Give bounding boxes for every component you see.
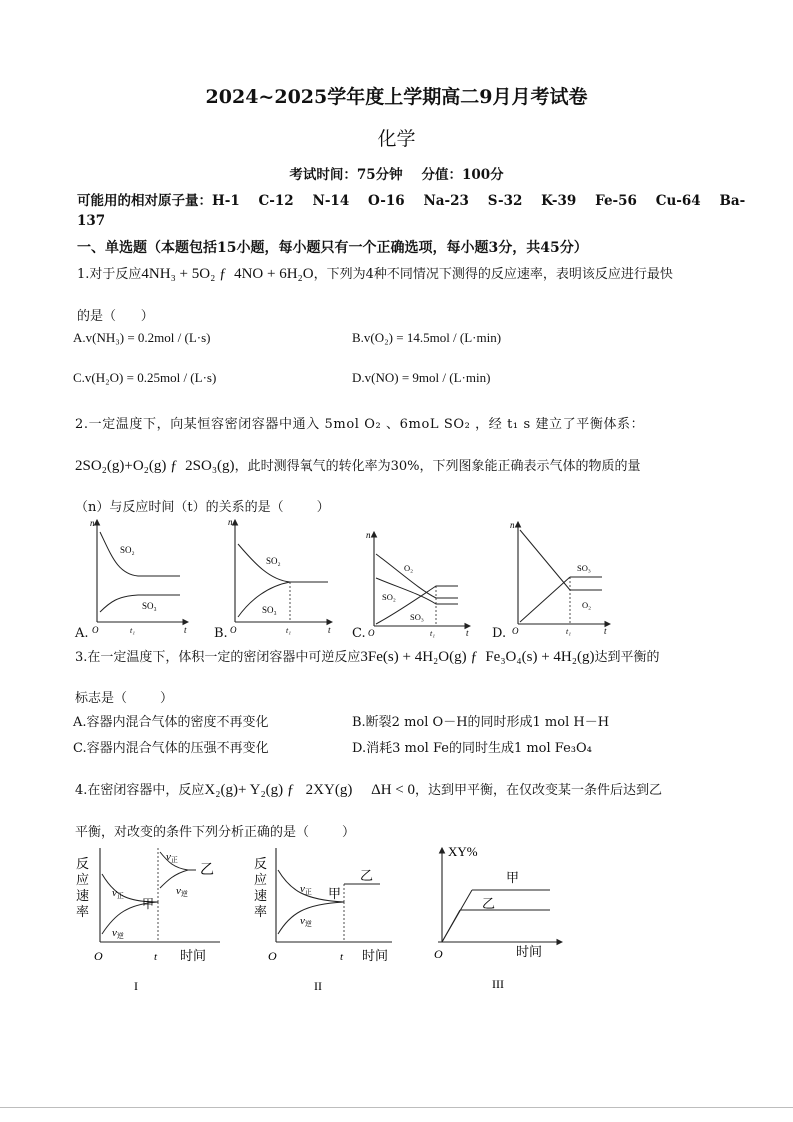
q3-suffix: 达到平衡的 — [594, 650, 660, 665]
q2b-t1: t₁ — [286, 626, 292, 635]
q4g1-time: 时间 — [180, 948, 207, 963]
q4g1-roman: I — [134, 979, 138, 993]
q2-option-d-label[interactable]: D. — [492, 626, 507, 641]
q1-option-c[interactable]: C.v(H₂O) = 0.25mol / (L·s) — [73, 370, 217, 385]
q4-graph-3[interactable] — [434, 844, 562, 991]
q4g2-rate-4: 率 — [254, 904, 268, 919]
section-heading: 一、单选题（本题包括15小题，每小题只有一个正确选项，每小题3分，共45分） — [77, 240, 588, 256]
q4-prefix: 4.在密闭容器中，反应 — [75, 783, 205, 798]
q2c-origin: O — [368, 628, 375, 638]
q4g1-rate-1: 反 — [76, 856, 90, 871]
q4g1-vr2: v逆 — [176, 885, 188, 898]
q4g1-vf: v正 — [112, 887, 124, 900]
q2d-so3: SO₃ — [577, 563, 591, 573]
q2-graph-d[interactable] — [510, 520, 610, 636]
q2-graphs — [70, 512, 730, 642]
q2b-so2: SO₂ — [266, 556, 281, 566]
q1-option-a[interactable]: A.v(NH₃) = 0.2mol / (L·s) — [73, 330, 211, 345]
q3-line1 — [75, 646, 659, 666]
q3-option-c[interactable]: C.容器内混合气体的压强不再变化 — [73, 741, 269, 756]
q2-option-a-label[interactable]: A. — [75, 626, 89, 641]
q2d-o2: O₂ — [582, 600, 592, 610]
q1-line1 — [77, 263, 673, 283]
q4g1-origin: O — [94, 949, 103, 963]
q4-graph-2[interactable] — [254, 848, 392, 993]
q4g2-rate-3: 速 — [254, 888, 268, 903]
q2c-so3: SO₃ — [410, 612, 424, 622]
q4g2-rate-2: 应 — [254, 872, 268, 887]
q4g1-rate-2: 应 — [76, 872, 90, 887]
q3-prefix: 3.在一定温度下，体积一定的密闭容器中可逆反应 — [75, 650, 361, 665]
q2a-t: t — [184, 625, 187, 635]
q4g3-xy: XY% — [448, 844, 478, 859]
q4g1-t: t — [154, 951, 158, 963]
q4-graph-1[interactable] — [76, 848, 220, 993]
q2-graph-b[interactable] — [228, 517, 332, 635]
q2-graph-c[interactable] — [366, 530, 470, 638]
q1-option-d[interactable]: D.v(NO) = 9mol / (L·min) — [352, 370, 491, 385]
q4g1-vr: v逆 — [112, 927, 124, 940]
q4-line1 — [75, 779, 662, 799]
q1-suffix: ，下列为4种不同情况下测得的反应速率，表明该反应进行最快 — [313, 267, 673, 282]
q3-option-b[interactable]: B.断裂2 mol O－H的同时形成1 mol H－H — [352, 715, 610, 730]
q2a-origin: O — [92, 625, 99, 635]
q1-prefix: 1.对于反应 — [77, 267, 142, 282]
q2c-so2: SO₂ — [382, 592, 396, 602]
q4-equation: X₂(g)+ Y₂(g) ƒ 2XY(g) ΔH < 0 — [204, 782, 416, 798]
q4g1-yi: 乙 — [200, 863, 214, 878]
q2a-so3: SO₃ — [142, 601, 157, 611]
q2-line2-suffix: ，此时测得氧气的转化率为30%，下列图象能正确表示气体的物质的量 — [234, 459, 641, 474]
q2d-origin: O — [512, 626, 519, 636]
q2d-t: t — [604, 626, 607, 636]
q4g2-jia: 甲 — [328, 886, 342, 901]
q1-option-b[interactable]: B.v(O₂) = 14.5mol / (L·min) — [352, 330, 502, 345]
subject-title: 化学 — [377, 128, 416, 150]
q4g3-time: 时间 — [516, 944, 543, 959]
q4g2-rate-1: 反 — [254, 856, 268, 871]
q3-line2: 标志是（ ） — [75, 691, 174, 706]
q4g1-rate-3: 速 — [76, 888, 90, 903]
q2-equation: 2SO₂(g)+O₂(g) ƒ 2SO₃(g) — [75, 458, 235, 474]
q3-equation: 3Fe(s) + 4H₂O(g) ƒ Fe₃O₄(s) + 4H₂(g) — [360, 649, 595, 665]
q4g3-yi: 乙 — [482, 896, 496, 911]
exam-info: 考试时间：75分钟 分值：100分 — [289, 167, 504, 183]
q2b-t: t — [328, 625, 331, 635]
q4-graphs — [70, 838, 590, 998]
q2-line3: （n）与反应时间（t）的关系的是（ ） — [75, 500, 330, 515]
q4g2-vr: v逆 — [300, 915, 312, 928]
q2b-so3: SO₃ — [262, 605, 277, 615]
q2-line2 — [75, 455, 640, 475]
q2c-o2: O₂ — [404, 563, 414, 573]
q4g3-roman: III — [492, 977, 504, 991]
q2-graph-a[interactable] — [90, 518, 188, 635]
q2c-t1: t₁ — [430, 629, 436, 638]
q4g2-time: 时间 — [362, 948, 389, 963]
q4g1-vf2: v正 — [166, 851, 178, 864]
q2c-t: t — [466, 628, 469, 638]
q4-line2: 平衡，对改变的条件下列分析正确的是（ ） — [75, 825, 356, 840]
q4-suffix: ，达到甲平衡，在仅改变某一条件后达到乙 — [415, 783, 663, 798]
q2-option-c-label[interactable]: C. — [352, 626, 366, 641]
q4g2-vf: v正 — [300, 883, 312, 896]
q1-equation: 4NH₃ + 5O₂ ƒ 4NO + 6H₂O — [141, 266, 314, 282]
q2a-t1: t₁ — [130, 626, 136, 635]
q2b-n-label: n — [228, 517, 233, 527]
q2d-t1: t₁ — [566, 627, 572, 636]
q2-line1: 2.一定温度下，向某恒容密闭容器中通入 5mol O₂ 、6moL SO₂ ，经 t₁ s 建立了平衡体系： — [75, 417, 645, 432]
q2d-n-label: n — [510, 520, 515, 530]
q4g2-roman: II — [314, 979, 322, 993]
q2a-so2: SO₂ — [120, 545, 135, 555]
q4g2-origin: O — [268, 949, 277, 963]
q1-line2: 的是（ ） — [77, 309, 154, 324]
q4g2-yi: 乙 — [360, 868, 374, 883]
q3-option-d[interactable]: D.消耗3 mol Fe的同时生成1 mol Fe₃O₄ — [352, 741, 592, 756]
q4g2-t: t — [340, 951, 344, 963]
q4g3-origin: O — [434, 947, 443, 961]
footer-divider — [0, 1107, 793, 1108]
q4g3-jia: 甲 — [506, 870, 520, 885]
q4g1-jia: 甲 — [142, 897, 155, 911]
q2c-n-label: n — [366, 530, 371, 540]
q2-option-b-label[interactable]: B. — [214, 626, 228, 641]
q4g1-rate-4: 率 — [76, 904, 90, 919]
q2b-origin: O — [230, 625, 237, 635]
q3-option-a[interactable]: A.容器内混合气体的密度不再变化 — [73, 715, 269, 730]
atomic-masses-line2: 137 — [77, 213, 106, 229]
exam-title: 2024~2025学年度上学期高二9月月考试卷 — [205, 86, 588, 108]
q2a-n-label: n — [90, 518, 95, 528]
atomic-masses-line1: 可能用的相对原子量：H-1 C-12 N-14 O-16 Na-23 S-32 K-39 Fe-56 Cu-64 Ba- — [77, 193, 746, 209]
